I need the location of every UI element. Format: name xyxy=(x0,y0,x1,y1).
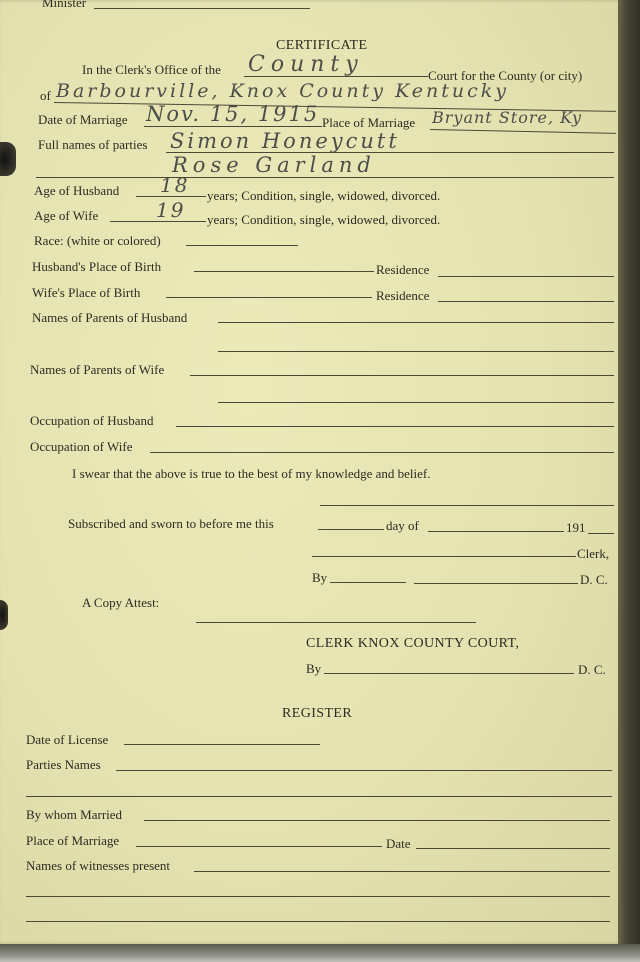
occupation-wife-label: Occupation of Wife xyxy=(30,439,133,454)
date-of-marriage-line xyxy=(144,126,322,127)
race-line xyxy=(186,245,298,246)
binder-hole xyxy=(0,142,16,176)
subscribed-month-line xyxy=(428,531,564,532)
register-heading: REGISTER xyxy=(282,706,353,721)
place-of-marriage-line xyxy=(430,129,616,134)
place-of-marriage-label: Place of Marriage xyxy=(322,115,416,130)
page-edge-bottom xyxy=(0,944,640,962)
parents-wife-label: Names of Parents of Wife xyxy=(30,362,165,377)
party2-line xyxy=(36,177,614,178)
clerk-office-prefix: In the Clerk's Office of the xyxy=(82,62,221,77)
subscribed-text: Subscribed and sworn to before me this xyxy=(68,516,274,531)
binder-hole xyxy=(0,600,8,630)
age-husband-value: 18 xyxy=(160,173,190,197)
by-line-2 xyxy=(414,583,578,584)
age-wife-label: Age of Wife xyxy=(34,208,99,223)
clerk-line xyxy=(312,556,576,557)
clerk-label: Clerk, xyxy=(577,546,610,561)
occupation-husband-label: Occupation of Husband xyxy=(30,413,154,428)
date-of-license-label: Date of License xyxy=(26,732,109,747)
husband-residence-line xyxy=(438,276,614,277)
witnesses-line-2 xyxy=(26,896,610,897)
wife-birth-line xyxy=(166,297,372,298)
court-type-line xyxy=(244,76,428,77)
subscribed-day-line xyxy=(318,529,384,530)
clerk-office-suffix: Court for the County (or city) xyxy=(428,68,583,83)
register-date-label: Date xyxy=(386,836,411,851)
parties-names-line xyxy=(116,770,612,771)
by-label: By xyxy=(312,570,328,585)
date-of-marriage-label: Date of Marriage xyxy=(38,112,128,127)
parties-names-label: Parties Names xyxy=(26,757,101,772)
copy-attest-label: A Copy Attest: xyxy=(82,595,160,610)
parents-husband-line xyxy=(218,322,614,323)
parents-husband-line-2 xyxy=(218,351,614,352)
by-line-3 xyxy=(324,673,574,674)
clerk-knox-label: CLERK KNOX COUNTY COURT, xyxy=(306,636,520,651)
date-of-marriage-value: Nov. 15, 1915 xyxy=(146,102,320,126)
husband-birth-line xyxy=(194,271,374,272)
husband-birth-label: Husband's Place of Birth xyxy=(32,259,162,274)
wife-residence-label: Residence xyxy=(376,288,430,303)
oath-text: I swear that the above is true to the best of my knowledge and belief. xyxy=(72,466,431,481)
party2-name: Rose Garland xyxy=(172,153,376,177)
year-line xyxy=(588,533,614,534)
husband-residence-label: Residence xyxy=(376,262,430,277)
parents-wife-line xyxy=(190,375,614,376)
age-wife-condition: years; Condition, single, widowed, divorced. xyxy=(207,212,441,227)
of-label: of xyxy=(40,88,51,103)
age-husband-condition: years; Condition, single, widowed, divorced. xyxy=(207,188,441,203)
party1-name: Simon Honeycutt xyxy=(170,129,400,153)
by-label-2: By xyxy=(306,661,322,676)
witnesses-label: Names of witnesses present xyxy=(26,858,171,873)
wife-birth-label: Wife's Place of Birth xyxy=(32,285,141,300)
court-type-handwritten: County xyxy=(248,52,364,77)
witnesses-line-3 xyxy=(26,921,610,922)
county-handwritten: Barbourville, Knox County Kentucky xyxy=(56,80,509,102)
register-place-label: Place of Marriage xyxy=(26,833,120,848)
minister-line xyxy=(94,8,310,9)
occupation-husband-line xyxy=(176,426,614,427)
certificate-heading: CERTIFICATE xyxy=(276,38,368,53)
by-whom-line xyxy=(144,820,610,821)
age-wife-line xyxy=(110,221,206,222)
occupation-wife-line xyxy=(150,452,614,453)
age-husband-line xyxy=(136,196,206,197)
parents-husband-label: Names of Parents of Husband xyxy=(32,310,188,325)
day-of-label: day of xyxy=(386,518,419,533)
copy-attest-line xyxy=(196,622,476,623)
age-wife-value: 19 xyxy=(156,198,186,222)
race-label: Race: (white or colored) xyxy=(34,233,161,248)
register-place-line xyxy=(136,846,382,847)
dc-label-2: D. C. xyxy=(578,662,606,677)
date-of-license-line xyxy=(124,744,320,745)
wife-residence-line xyxy=(438,301,614,302)
parties-names-line-2 xyxy=(26,796,612,797)
parents-wife-line-2 xyxy=(218,402,614,403)
register-date-line xyxy=(416,848,610,849)
year-prefix: 191 xyxy=(566,520,586,535)
dc-label: D. C. xyxy=(580,572,608,587)
by-line-1 xyxy=(330,582,406,583)
place-of-marriage-value: Bryant Store, Ky xyxy=(432,108,583,127)
minister-label: Minister xyxy=(42,0,87,10)
page-edge-right xyxy=(618,0,640,962)
witnesses-line xyxy=(194,871,610,872)
by-whom-label: By whom Married xyxy=(26,807,123,822)
oath-signature-line xyxy=(320,505,614,506)
full-names-label: Full names of parties xyxy=(38,137,148,152)
age-husband-label: Age of Husband xyxy=(34,183,120,198)
